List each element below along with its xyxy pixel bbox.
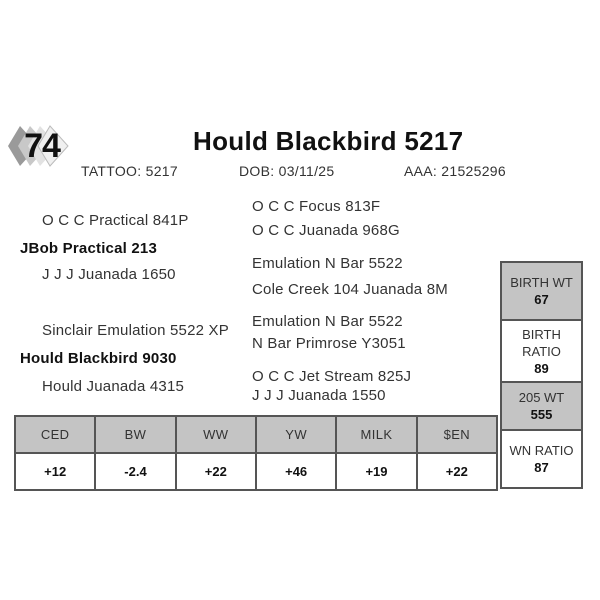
dam-dam-dam: J J J Juanada 1550 [252, 387, 386, 404]
sire-sire-dam: O C C Juanada 968G [252, 222, 400, 239]
sire: JBob Practical 213 [20, 240, 158, 257]
weaning-weight-value: 555 [530, 407, 553, 422]
epd-header-yw: YW [256, 416, 336, 453]
epd-value-milk: +19 [336, 453, 416, 490]
birth-weight-value: 67 [534, 292, 549, 307]
registration-number: AAA: 21525296 [404, 163, 506, 179]
birth-weight-box [500, 261, 583, 321]
epd-table [14, 415, 498, 491]
weaning-ratio-label: WN RATIO [509, 443, 574, 458]
birth-ratio-label-line2: RATIO [522, 343, 561, 359]
epd-header-bw: BW [95, 416, 175, 453]
epd-value-en: +22 [417, 453, 497, 490]
weaning-ratio-box [500, 429, 583, 489]
birth-ratio-box [500, 319, 583, 383]
dob-info: DOB: 03/11/25 [239, 163, 335, 179]
epd-value-ced: +12 [15, 453, 95, 490]
birth-ratio-value: 89 [534, 360, 549, 376]
epd-value-ww: +22 [176, 453, 256, 490]
epd-header-milk: MILK [336, 416, 416, 453]
dam-dam: Hould Juanada 4315 [42, 378, 185, 395]
dam-sire-sire: Emulation N Bar 5522 [252, 313, 403, 330]
dam-sire-dam: N Bar Primrose Y3051 [252, 335, 406, 352]
sire-dam: J J J Juanada 1650 [42, 266, 176, 283]
weaning-weight-label: 205 WT [518, 390, 565, 405]
epd-value-yw: +46 [256, 453, 336, 490]
sire-sire-sire: O C C Focus 813F [252, 198, 381, 215]
epd-header-row [15, 416, 497, 453]
dam: Hould Blackbird 9030 [20, 350, 177, 367]
epd-header-ww: WW [176, 416, 256, 453]
animal-name: Hould Blackbird 5217 [193, 126, 464, 156]
tattoo-info: TATTOO: 5217 [81, 163, 178, 179]
epd-value-row [15, 453, 497, 490]
sire-dam-dam: Cole Creek 104 Juanada 8M [252, 281, 448, 298]
dam-sire: Sinclair Emulation 5522 XP [42, 322, 229, 339]
birth-ratio-label-line1: BIRTH [522, 326, 561, 342]
epd-header-ced: CED [15, 416, 95, 453]
dam-dam-sire: O C C Jet Stream 825J [252, 368, 412, 385]
weaning-ratio-value: 87 [534, 460, 549, 475]
sire-sire: O C C Practical 841P [42, 212, 189, 229]
weaning-weight-box [500, 381, 583, 431]
sire-dam-sire: Emulation N Bar 5522 [252, 255, 403, 272]
epd-header-en: $EN [417, 416, 497, 453]
birth-weight-label: BIRTH WT [510, 275, 573, 290]
epd-value-bw: -2.4 [95, 453, 175, 490]
lot-number: 74 [24, 127, 60, 165]
